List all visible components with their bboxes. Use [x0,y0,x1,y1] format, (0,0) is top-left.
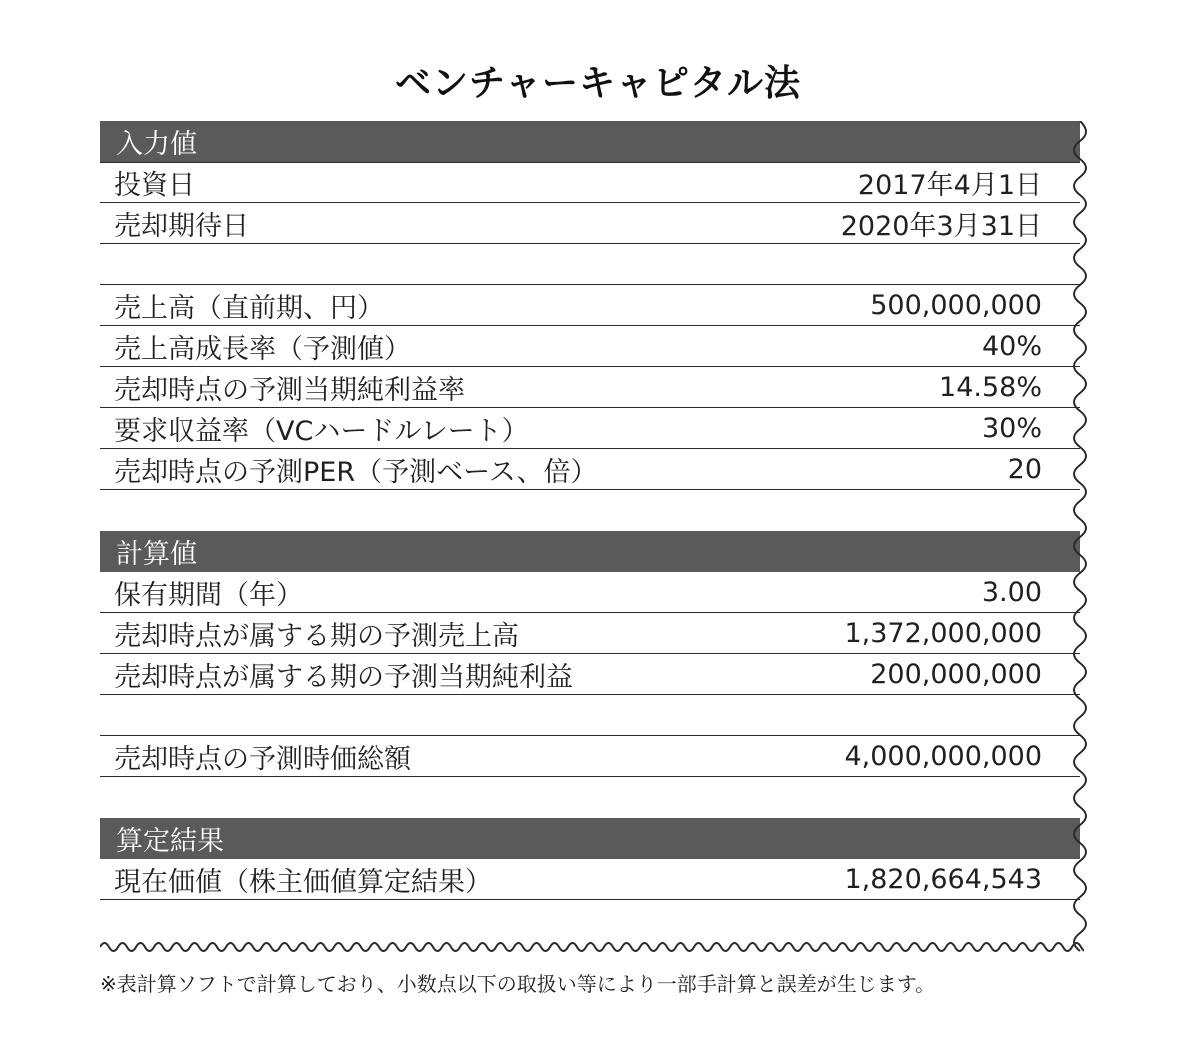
row-label: 現在価値（株主価値算定結果） [114,866,492,898]
row-value: 500,000,000 [870,289,1042,321]
table-row [100,736,1080,777]
section-title: 計算値 [116,539,197,570]
table-row [100,203,1080,244]
row-value: 3.00 [981,576,1042,608]
table-row [100,367,1080,408]
row-value: 40% [981,330,1042,362]
row-label: 要求収益率（VCハードルレート） [114,415,529,447]
torn-bottom-edge [100,935,1084,961]
row-label: 売却時点の予測PER（予測ベース、倍） [114,456,598,488]
row-label: 保有期間（年） [114,579,303,611]
row-label: 売上高成長率（予測値） [114,333,411,365]
row-value: 200,000,000 [870,658,1042,690]
table-row [100,408,1080,449]
row-label: 投資日 [114,170,195,201]
section-header-calculated [100,531,1080,572]
row-label: 売上高（直前期、円） [114,292,384,324]
section-title: 算定結果 [116,826,224,857]
row-value: 14.58% [939,371,1042,403]
row-label: 売却時点が属する期の予測当期純利益 [114,661,573,693]
blank-row [100,695,1080,736]
blank-row [100,777,1080,818]
blank-row [100,244,1080,285]
table-row [100,572,1080,613]
section-header-result [100,818,1080,859]
table-row [100,326,1080,367]
valuation-sheet [100,121,1080,900]
row-value: 2017年4月1日 [857,170,1042,201]
table-row [100,285,1080,326]
row-value: 20 [1007,453,1042,485]
section-title: 入力値 [116,129,197,160]
row-label: 売却時点が属する期の予測売上高 [114,620,519,652]
row-value: 2020年3月31日 [840,210,1042,242]
torn-right-edge [1066,121,1090,961]
table-row [100,654,1080,695]
footnote: ※表計算ソフトで計算しており、小数点以下の取扱い等により一部手計算と誤差が生じます。 [100,972,936,996]
table-row [100,162,1080,203]
row-label: 売却時点の予測当期純利益率 [114,374,465,406]
row-value: 1,820,664,543 [844,863,1042,895]
row-label: 売却時点の予測時価総額 [114,743,411,775]
page-title: ベンチャーキャピタル法 [395,63,801,104]
row-label: 売却期待日 [114,210,249,242]
table-row [100,859,1080,900]
row-value: 1,372,000,000 [844,617,1042,649]
row-value: 4,000,000,000 [844,740,1042,772]
section-header-inputs [100,121,1080,162]
table-row [100,449,1080,490]
table-row [100,613,1080,654]
row-value: 30% [981,412,1042,444]
blank-row [100,490,1080,531]
